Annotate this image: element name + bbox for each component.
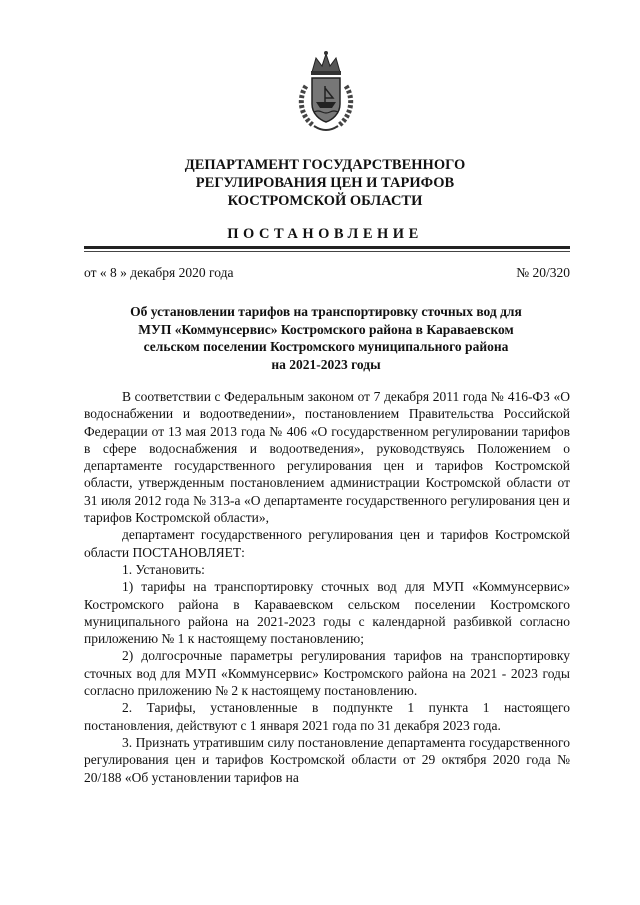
header-rule-thin [84,251,570,252]
body-paragraph-item-3: 3. Признать утратившим силу постановление департамента государственного регулирования цен и тарифов Костромской области от 29 октября 2020 года № 20/188 «Об установлении тарифов на [84,734,570,785]
department-line-2: РЕГУЛИРОВАНИЯ ЦЕН И ТАРИФОВ [195,175,455,191]
department-name [120,156,530,210]
coat-of-arms-icon [296,50,356,134]
document-body [84,388,570,786]
department-line-3: КОСТРОМСКОЙ ОБЛАСТИ [227,193,423,209]
department-line-1: ДЕПАРТАМЕНТ ГОСУДАРСТВЕННОГО [184,157,466,173]
subject-line-4: на 2021-2023 годы [271,356,381,372]
subject-line-3: сельском поселении Костромского муниципального района [143,339,509,354]
subject-line-2: МУП «Коммунсервис» Костромского района в Караваевском [138,321,514,337]
body-paragraph-item-1-1: 1) тарифы на транспортировку сточных вод для МУП «Коммунсервис» Костромского района в Караваевском сельском поселении Костромского муниципального района на 2021-2023 годы с календарной разбивкой согласно приложению № 1 к настоящему постановлению; [84,579,570,647]
document-date: от « 8 » декабря 2020 года [84,265,234,280]
document-number: № 20/320 [516,265,570,280]
body-paragraph-resolves: департамент государственного регулирования цен и тарифов Костромской области ПОСТАНОВЛЯЕТ: [84,527,570,560]
body-paragraph-item-2: 2. Тарифы, установленные в подпункте 1 пункта 1 настоящего постановления, действуют с 1 января 2021 года по 31 декабря 2023 года. [84,700,570,733]
document-type: ПОСТАНОВЛЕНИЕ [227,226,423,242]
body-paragraph-preamble: В соответствии с Федеральным законом от 7 декабря 2011 года № 416-ФЗ «О водоснабжении и водоотведении», постановлением Правительства Российской Федерации от 13 мая 2013 года № 406 «О государственном регулировании тарифов в сфере водоснабжения и водоотведения», руководствуясь Положением о департаменте государственного регулирования цен и тарифов Костромской области, утвержденным постановлением администрации Костромской области от 31 июля 2012 года № 313-а «О департаменте государственного регулирования цен и тарифов Костромской области», [84,389,570,526]
body-paragraph-item-1-2: 2) долгосрочные параметры регулирования тарифов на транспортировку сточных вод для МУП «Коммунсервис» Костромского района на 2021 - 2023 годы согласно приложению № 2 к настоящему постановлению. [84,648,570,699]
body-paragraph-item-1: 1. Установить: [122,561,205,577]
document-subject [100,303,552,373]
subject-line-1: Об установлении тарифов на транспортировку сточных вод для [130,304,522,319]
header-rule-thick [84,246,570,249]
